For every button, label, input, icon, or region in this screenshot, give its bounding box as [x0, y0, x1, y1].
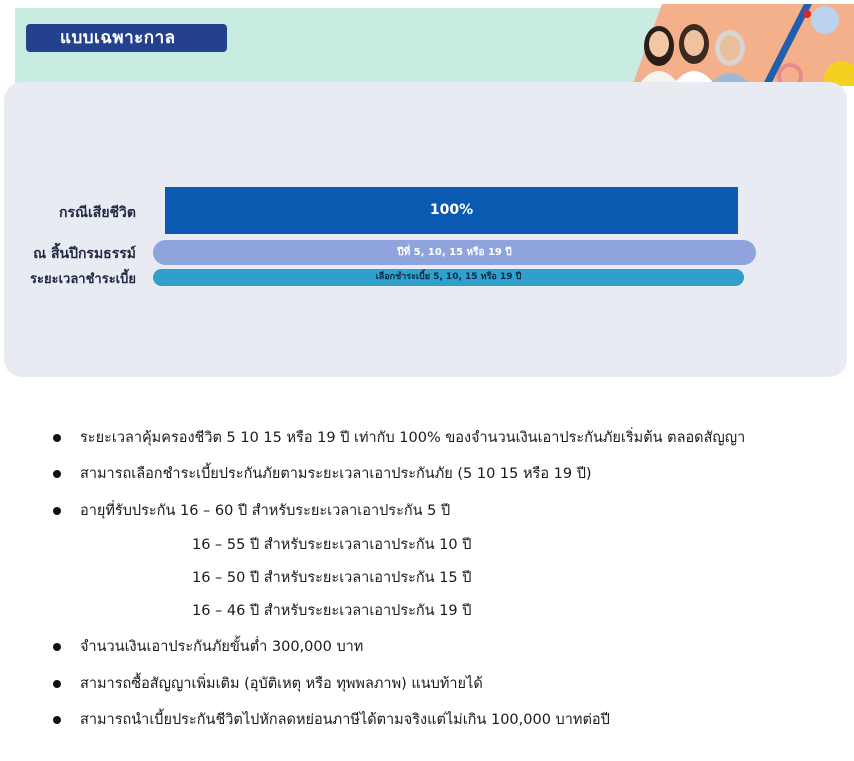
list-item: จำนวนเงินเอาประกันภัยขั้นต่ำ 300,000 บาท	[0, 637, 854, 657]
payment-period-label: ระยะเวลาชำระเบี้ย	[30, 272, 136, 287]
bullet-icon	[53, 643, 61, 651]
policy-end-label: ณ สิ้นปีกรมธรรม์	[33, 246, 136, 262]
bullet-icon	[53, 470, 61, 478]
bullet-icon	[53, 716, 61, 724]
age-range-subline: 16 – 55 ปี สำหรับระยะเวลาเอาประกัน 10 ปี	[192, 537, 472, 553]
list-item: ระยะเวลาคุ้มครองชีวิต 5 10 15 หรือ 19 ปี เท่ากับ 100% ของจำนวนเงินเอาประกันภัยเริ่มต้น ตลอดสัญญา	[0, 428, 854, 448]
payment-period-bar: เลือกชำระเบี้ย 5, 10, 15 หรือ 19 ปี	[153, 269, 744, 286]
bullet-icon	[53, 434, 61, 442]
bullet-icon	[53, 680, 61, 688]
maturity-bar: ปีที่ 5, 10, 15 หรือ 19 ปี	[153, 240, 756, 265]
bullet-icon	[53, 507, 61, 515]
death-coverage-bar: 100%	[165, 187, 738, 234]
list-item: สามารถเลือกชำระเบี้ยประกันภัยตามระยะเวลาเอาประกันภัย (5 10 15 หรือ 19 ปี)	[0, 464, 854, 484]
age-range-subline: 16 – 50 ปี สำหรับระยะเวลาเอาประกัน 15 ปี	[192, 570, 472, 586]
plan-title-badge: แบบเฉพาะกาล	[26, 24, 227, 52]
list-item: สามารถซื้อสัญญาเพิ่มเติม (อุบัติเหตุ หรือ ทุพพลภาพ) แนบท้ายได้	[0, 674, 854, 694]
list-item: สามารถนำเบี้ยประกันชีวิตไปหักลดหย่อนภาษีได้ตามจริงแต่ไม่เกิน 100,000 บาทต่อปี	[0, 710, 854, 730]
age-range-subline: 16 – 46 ปี สำหรับระยะเวลาเอาประกัน 19 ปี	[192, 603, 472, 619]
list-item: อายุที่รับประกัน 16 – 60 ปี สำหรับระยะเวลาเอาประกัน 5 ปี	[0, 501, 854, 521]
death-case-label: กรณีเสียชีวิต	[59, 205, 136, 221]
family-photo	[612, 4, 854, 86]
